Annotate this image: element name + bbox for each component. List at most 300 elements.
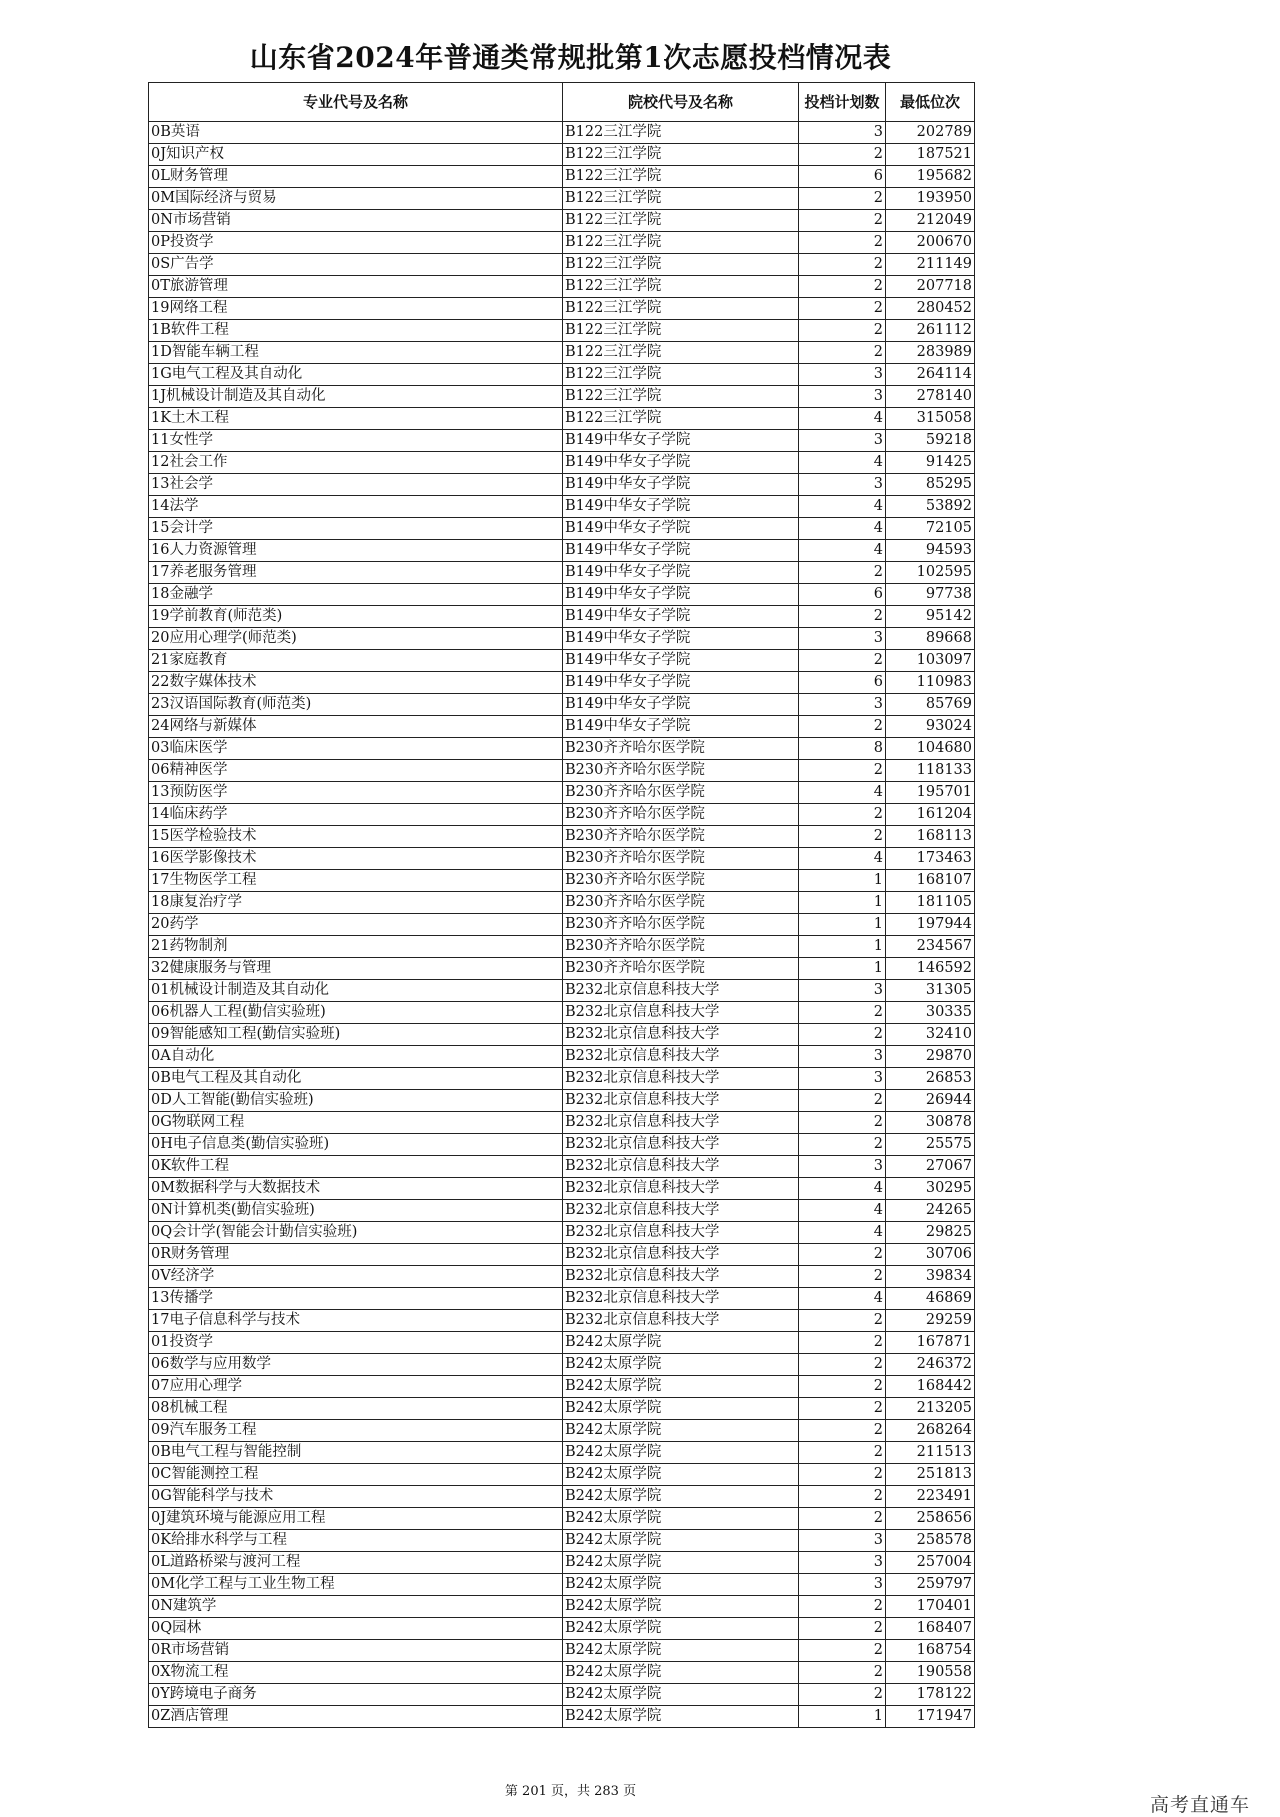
table-row <box>149 870 975 892</box>
table-row <box>149 1200 975 1222</box>
school-cell: B232北京信息科技大学 <box>563 1002 799 1024</box>
table-row <box>149 1354 975 1376</box>
table-row <box>149 232 975 254</box>
major-cell: 0L财务管理 <box>149 166 563 188</box>
page-title: 山东省2024年普通类常规批第1次志愿投档情况表 <box>249 41 892 74</box>
major-cell: 06数学与应用数学 <box>149 1354 563 1376</box>
major-cell: 0L道路桥梁与渡河工程 <box>149 1552 563 1574</box>
major-cell: 0G智能科学与技术 <box>149 1486 563 1508</box>
plan-count-cell: 4 <box>799 1222 886 1244</box>
table-row <box>149 606 975 628</box>
plan-count-cell: 6 <box>799 672 886 694</box>
plan-count-cell: 3 <box>799 1046 886 1068</box>
school-cell: B242太原学院 <box>563 1398 799 1420</box>
school-cell: B230齐齐哈尔医学院 <box>563 870 799 892</box>
min-rank-cell: 280452 <box>886 298 975 320</box>
school-cell: B242太原学院 <box>563 1486 799 1508</box>
school-cell: B149中华女子学院 <box>563 584 799 606</box>
plan-count-cell: 2 <box>799 1420 886 1442</box>
school-cell: B232北京信息科技大学 <box>563 1266 799 1288</box>
major-cell: 03临床医学 <box>149 738 563 760</box>
table-row <box>149 1464 975 1486</box>
major-cell: 19网络工程 <box>149 298 563 320</box>
school-cell: B149中华女子学院 <box>563 628 799 650</box>
school-cell: B230齐齐哈尔医学院 <box>563 958 799 980</box>
major-cell: 0V经济学 <box>149 1266 563 1288</box>
min-rank-cell: 72105 <box>886 518 975 540</box>
plan-count-cell: 2 <box>799 1464 886 1486</box>
major-cell: 07应用心理学 <box>149 1376 563 1398</box>
table-row <box>149 1442 975 1464</box>
table-row <box>149 1706 975 1728</box>
min-rank-cell: 202789 <box>886 122 975 144</box>
plan-count-cell: 4 <box>799 1288 886 1310</box>
table-row <box>149 1002 975 1024</box>
plan-count-cell: 2 <box>799 1354 886 1376</box>
table-row <box>149 1244 975 1266</box>
plan-count-cell: 3 <box>799 430 886 452</box>
min-rank-cell: 278140 <box>886 386 975 408</box>
plan-count-cell: 3 <box>799 1156 886 1178</box>
plan-count-cell: 2 <box>799 1310 886 1332</box>
table-row <box>149 738 975 760</box>
plan-count-cell: 4 <box>799 496 886 518</box>
major-cell: 01机械设计制造及其自动化 <box>149 980 563 1002</box>
plan-count-cell: 2 <box>799 1332 886 1354</box>
table-row <box>149 1530 975 1552</box>
min-rank-cell: 95142 <box>886 606 975 628</box>
major-cell: 0C智能测控工程 <box>149 1464 563 1486</box>
school-cell: B232北京信息科技大学 <box>563 1156 799 1178</box>
min-rank-cell: 258656 <box>886 1508 975 1530</box>
min-rank-cell: 31305 <box>886 980 975 1002</box>
table-row <box>149 1310 975 1332</box>
plan-count-cell: 2 <box>799 1376 886 1398</box>
page-number: 第 201 页，共 283 页 <box>504 1784 637 1799</box>
watermark-logo: 高考直通车 <box>1149 1794 1250 1816</box>
major-cell: 0B电气工程及其自动化 <box>149 1068 563 1090</box>
major-cell: 0Q会计学(智能会计勤信实验班) <box>149 1222 563 1244</box>
plan-count-cell: 4 <box>799 408 886 430</box>
table-row <box>149 650 975 672</box>
plan-count-cell: 3 <box>799 1530 886 1552</box>
table-row <box>149 166 975 188</box>
min-rank-cell: 195682 <box>886 166 975 188</box>
major-cell: 16人力资源管理 <box>149 540 563 562</box>
plan-count-cell: 2 <box>799 1134 886 1156</box>
min-rank-cell: 161204 <box>886 804 975 826</box>
major-cell: 0N建筑学 <box>149 1596 563 1618</box>
plan-count-cell: 3 <box>799 122 886 144</box>
plan-count-cell: 2 <box>799 1662 886 1684</box>
school-cell: B122三江学院 <box>563 342 799 364</box>
table-row <box>149 716 975 738</box>
school-cell: B230齐齐哈尔医学院 <box>563 760 799 782</box>
school-cell: B230齐齐哈尔医学院 <box>563 782 799 804</box>
table-row <box>149 1596 975 1618</box>
min-rank-cell: 258578 <box>886 1530 975 1552</box>
min-rank-cell: 178122 <box>886 1684 975 1706</box>
major-cell: 22数字媒体技术 <box>149 672 563 694</box>
major-cell: 0A自动化 <box>149 1046 563 1068</box>
school-cell: B232北京信息科技大学 <box>563 1178 799 1200</box>
min-rank-cell: 197944 <box>886 914 975 936</box>
plan-count-cell: 2 <box>799 232 886 254</box>
table-row <box>149 364 975 386</box>
major-cell: 1B软件工程 <box>149 320 563 342</box>
school-cell: B149中华女子学院 <box>563 430 799 452</box>
major-cell: 32健康服务与管理 <box>149 958 563 980</box>
header-major: 专业代号及名称 <box>149 83 563 122</box>
min-rank-cell: 257004 <box>886 1552 975 1574</box>
plan-count-cell: 3 <box>799 1068 886 1090</box>
major-cell: 0B英语 <box>149 122 563 144</box>
min-rank-cell: 193950 <box>886 188 975 210</box>
min-rank-cell: 207718 <box>886 276 975 298</box>
major-cell: 18金融学 <box>149 584 563 606</box>
table-row <box>149 1552 975 1574</box>
plan-count-cell: 2 <box>799 1244 886 1266</box>
min-rank-cell: 30706 <box>886 1244 975 1266</box>
header-min-rank: 最低位次 <box>886 83 975 122</box>
min-rank-cell: 26944 <box>886 1090 975 1112</box>
table-row <box>149 1398 975 1420</box>
table-row <box>149 254 975 276</box>
min-rank-cell: 283989 <box>886 342 975 364</box>
min-rank-cell: 53892 <box>886 496 975 518</box>
plan-count-cell: 2 <box>799 1596 886 1618</box>
table-row <box>149 1684 975 1706</box>
min-rank-cell: 85769 <box>886 694 975 716</box>
table-row <box>149 276 975 298</box>
min-rank-cell: 91425 <box>886 452 975 474</box>
table-row <box>149 1662 975 1684</box>
school-cell: B242太原学院 <box>563 1640 799 1662</box>
table-row <box>149 1112 975 1134</box>
major-cell: 0N市场营销 <box>149 210 563 232</box>
school-cell: B232北京信息科技大学 <box>563 1244 799 1266</box>
major-cell: 0Z酒店管理 <box>149 1706 563 1728</box>
school-cell: B230齐齐哈尔医学院 <box>563 914 799 936</box>
plan-count-cell: 2 <box>799 254 886 276</box>
school-cell: B242太原学院 <box>563 1332 799 1354</box>
table-row <box>149 980 975 1002</box>
table-row <box>149 628 975 650</box>
major-cell: 14法学 <box>149 496 563 518</box>
min-rank-cell: 29259 <box>886 1310 975 1332</box>
plan-count-cell: 2 <box>799 1002 886 1024</box>
plan-count-cell: 4 <box>799 452 886 474</box>
plan-count-cell: 3 <box>799 364 886 386</box>
plan-count-cell: 1 <box>799 870 886 892</box>
major-cell: 0B电气工程与智能控制 <box>149 1442 563 1464</box>
school-cell: B242太原学院 <box>563 1464 799 1486</box>
min-rank-cell: 223491 <box>886 1486 975 1508</box>
major-cell: 1G电气工程及其自动化 <box>149 364 563 386</box>
min-rank-cell: 110983 <box>886 672 975 694</box>
min-rank-cell: 24265 <box>886 1200 975 1222</box>
school-cell: B232北京信息科技大学 <box>563 1090 799 1112</box>
school-cell: B242太原学院 <box>563 1552 799 1574</box>
school-cell: B149中华女子学院 <box>563 606 799 628</box>
table-row <box>149 1134 975 1156</box>
plan-count-cell: 4 <box>799 1200 886 1222</box>
min-rank-cell: 251813 <box>886 1464 975 1486</box>
table-row <box>149 144 975 166</box>
table-row <box>149 1332 975 1354</box>
major-cell: 16医学影像技术 <box>149 848 563 870</box>
min-rank-cell: 59218 <box>886 430 975 452</box>
plan-count-cell: 3 <box>799 1552 886 1574</box>
plan-count-cell: 2 <box>799 760 886 782</box>
table-row <box>149 496 975 518</box>
min-rank-cell: 30295 <box>886 1178 975 1200</box>
major-cell: 13预防医学 <box>149 782 563 804</box>
min-rank-cell: 39834 <box>886 1266 975 1288</box>
major-cell: 0T旅游管理 <box>149 276 563 298</box>
plan-count-cell: 2 <box>799 1024 886 1046</box>
school-cell: B122三江学院 <box>563 276 799 298</box>
school-cell: B242太原学院 <box>563 1354 799 1376</box>
min-rank-cell: 89668 <box>886 628 975 650</box>
school-cell: B230齐齐哈尔医学院 <box>563 936 799 958</box>
min-rank-cell: 212049 <box>886 210 975 232</box>
table-row <box>149 1046 975 1068</box>
table-row <box>149 1024 975 1046</box>
min-rank-cell: 200670 <box>886 232 975 254</box>
school-cell: B149中华女子学院 <box>563 518 799 540</box>
school-cell: B232北京信息科技大学 <box>563 1046 799 1068</box>
min-rank-cell: 195701 <box>886 782 975 804</box>
major-cell: 1D智能车辆工程 <box>149 342 563 364</box>
table-row <box>149 342 975 364</box>
plan-count-cell: 2 <box>799 1442 886 1464</box>
min-rank-cell: 85295 <box>886 474 975 496</box>
plan-count-cell: 4 <box>799 848 886 870</box>
major-cell: 20药学 <box>149 914 563 936</box>
plan-count-cell: 2 <box>799 1640 886 1662</box>
school-cell: B232北京信息科技大学 <box>563 1024 799 1046</box>
school-cell: B242太原学院 <box>563 1596 799 1618</box>
plan-count-cell: 1 <box>799 936 886 958</box>
min-rank-cell: 26853 <box>886 1068 975 1090</box>
school-cell: B230齐齐哈尔医学院 <box>563 738 799 760</box>
plan-count-cell: 2 <box>799 298 886 320</box>
plan-count-cell: 3 <box>799 386 886 408</box>
school-cell: B122三江学院 <box>563 298 799 320</box>
plan-count-cell: 2 <box>799 210 886 232</box>
school-cell: B122三江学院 <box>563 364 799 386</box>
min-rank-cell: 168442 <box>886 1376 975 1398</box>
school-cell: B149中华女子学院 <box>563 672 799 694</box>
school-cell: B149中华女子学院 <box>563 496 799 518</box>
school-cell: B230齐齐哈尔医学院 <box>563 804 799 826</box>
school-cell: B122三江学院 <box>563 254 799 276</box>
plan-count-cell: 1 <box>799 914 886 936</box>
plan-count-cell: 4 <box>799 540 886 562</box>
table-body <box>149 122 975 1728</box>
major-cell: 0G物联网工程 <box>149 1112 563 1134</box>
table-row <box>149 1420 975 1442</box>
table-row <box>149 760 975 782</box>
min-rank-cell: 25575 <box>886 1134 975 1156</box>
plan-count-cell: 4 <box>799 1178 886 1200</box>
major-cell: 0D人工智能(勤信实验班) <box>149 1090 563 1112</box>
major-cell: 0R市场营销 <box>149 1640 563 1662</box>
school-cell: B122三江学院 <box>563 188 799 210</box>
school-cell: B242太原学院 <box>563 1706 799 1728</box>
major-cell: 0M化学工程与工业生物工程 <box>149 1574 563 1596</box>
min-rank-cell: 190558 <box>886 1662 975 1684</box>
major-cell: 21家庭教育 <box>149 650 563 672</box>
min-rank-cell: 211149 <box>886 254 975 276</box>
table-row <box>149 540 975 562</box>
major-cell: 0J建筑环境与能源应用工程 <box>149 1508 563 1530</box>
table-row <box>149 1618 975 1640</box>
school-cell: B149中华女子学院 <box>563 452 799 474</box>
table-row <box>149 452 975 474</box>
school-cell: B122三江学院 <box>563 408 799 430</box>
table-row <box>149 1376 975 1398</box>
table-row <box>149 1222 975 1244</box>
min-rank-cell: 118133 <box>886 760 975 782</box>
header-school: 院校代号及名称 <box>563 83 799 122</box>
min-rank-cell: 211513 <box>886 1442 975 1464</box>
table-row <box>149 1156 975 1178</box>
plan-count-cell: 4 <box>799 518 886 540</box>
school-cell: B232北京信息科技大学 <box>563 1222 799 1244</box>
major-cell: 0S广告学 <box>149 254 563 276</box>
min-rank-cell: 168407 <box>886 1618 975 1640</box>
major-cell: 15会计学 <box>149 518 563 540</box>
plan-count-cell: 3 <box>799 980 886 1002</box>
major-cell: 0X物流工程 <box>149 1662 563 1684</box>
min-rank-cell: 268264 <box>886 1420 975 1442</box>
major-cell: 1J机械设计制造及其自动化 <box>149 386 563 408</box>
major-cell: 17生物医学工程 <box>149 870 563 892</box>
min-rank-cell: 261112 <box>886 320 975 342</box>
table-row <box>149 298 975 320</box>
plan-count-cell: 1 <box>799 892 886 914</box>
plan-count-cell: 2 <box>799 1266 886 1288</box>
major-cell: 09智能感知工程(勤信实验班) <box>149 1024 563 1046</box>
plan-count-cell: 8 <box>799 738 886 760</box>
major-cell: 11女性学 <box>149 430 563 452</box>
min-rank-cell: 30335 <box>886 1002 975 1024</box>
table-row <box>149 914 975 936</box>
major-cell: 23汉语国际教育(师范类) <box>149 694 563 716</box>
school-cell: B149中华女子学院 <box>563 474 799 496</box>
plan-count-cell: 4 <box>799 782 886 804</box>
table-row <box>149 672 975 694</box>
school-cell: B242太原学院 <box>563 1684 799 1706</box>
min-rank-cell: 181105 <box>886 892 975 914</box>
school-cell: B242太原学院 <box>563 1420 799 1442</box>
table-row <box>149 474 975 496</box>
table-row <box>149 1068 975 1090</box>
major-cell: 21药物制剂 <box>149 936 563 958</box>
min-rank-cell: 246372 <box>886 1354 975 1376</box>
plan-count-cell: 2 <box>799 1486 886 1508</box>
table-row <box>149 1640 975 1662</box>
table-row <box>149 1288 975 1310</box>
table-row <box>149 430 975 452</box>
school-cell: B122三江学院 <box>563 386 799 408</box>
school-cell: B122三江学院 <box>563 232 799 254</box>
min-rank-cell: 104680 <box>886 738 975 760</box>
plan-count-cell: 1 <box>799 958 886 980</box>
table-row <box>149 1090 975 1112</box>
school-cell: B122三江学院 <box>563 210 799 232</box>
school-cell: B242太原学院 <box>563 1662 799 1684</box>
min-rank-cell: 315058 <box>886 408 975 430</box>
school-cell: B122三江学院 <box>563 166 799 188</box>
table-row <box>149 848 975 870</box>
major-cell: 0M国际经济与贸易 <box>149 188 563 210</box>
major-cell: 19学前教育(师范类) <box>149 606 563 628</box>
min-rank-cell: 103097 <box>886 650 975 672</box>
table-row <box>149 320 975 342</box>
major-cell: 0N计算机类(勤信实验班) <box>149 1200 563 1222</box>
table-row <box>149 936 975 958</box>
school-cell: B122三江学院 <box>563 122 799 144</box>
plan-count-cell: 2 <box>799 1618 886 1640</box>
school-cell: B242太原学院 <box>563 1618 799 1640</box>
major-cell: 12社会工作 <box>149 452 563 474</box>
table-row <box>149 122 975 144</box>
plan-count-cell: 2 <box>799 144 886 166</box>
table-row <box>149 958 975 980</box>
major-cell: 13社会学 <box>149 474 563 496</box>
plan-count-cell: 2 <box>799 188 886 210</box>
min-rank-cell: 173463 <box>886 848 975 870</box>
major-cell: 1K土木工程 <box>149 408 563 430</box>
plan-count-cell: 1 <box>799 1706 886 1728</box>
plan-count-cell: 2 <box>799 606 886 628</box>
min-rank-cell: 102595 <box>886 562 975 584</box>
plan-count-cell: 3 <box>799 694 886 716</box>
min-rank-cell: 27067 <box>886 1156 975 1178</box>
school-cell: B242太原学院 <box>563 1376 799 1398</box>
major-cell: 0Q园林 <box>149 1618 563 1640</box>
plan-count-cell: 2 <box>799 1090 886 1112</box>
table-row <box>149 1508 975 1530</box>
plan-count-cell: 2 <box>799 650 886 672</box>
school-cell: B232北京信息科技大学 <box>563 1200 799 1222</box>
table-row <box>149 518 975 540</box>
school-cell: B232北京信息科技大学 <box>563 1112 799 1134</box>
table-row <box>149 188 975 210</box>
min-rank-cell: 259797 <box>886 1574 975 1596</box>
min-rank-cell: 170401 <box>886 1596 975 1618</box>
school-cell: B149中华女子学院 <box>563 694 799 716</box>
plan-count-cell: 2 <box>799 1112 886 1134</box>
table-row <box>149 386 975 408</box>
plan-count-cell: 2 <box>799 804 886 826</box>
min-rank-cell: 94593 <box>886 540 975 562</box>
min-rank-cell: 213205 <box>886 1398 975 1420</box>
table-row <box>149 1486 975 1508</box>
table-row <box>149 804 975 826</box>
min-rank-cell: 32410 <box>886 1024 975 1046</box>
plan-count-cell: 3 <box>799 628 886 650</box>
major-cell: 15医学检验技术 <box>149 826 563 848</box>
school-cell: B232北京信息科技大学 <box>563 1134 799 1156</box>
major-cell: 09汽车服务工程 <box>149 1420 563 1442</box>
school-cell: B230齐齐哈尔医学院 <box>563 848 799 870</box>
min-rank-cell: 171947 <box>886 1706 975 1728</box>
major-cell: 0K软件工程 <box>149 1156 563 1178</box>
